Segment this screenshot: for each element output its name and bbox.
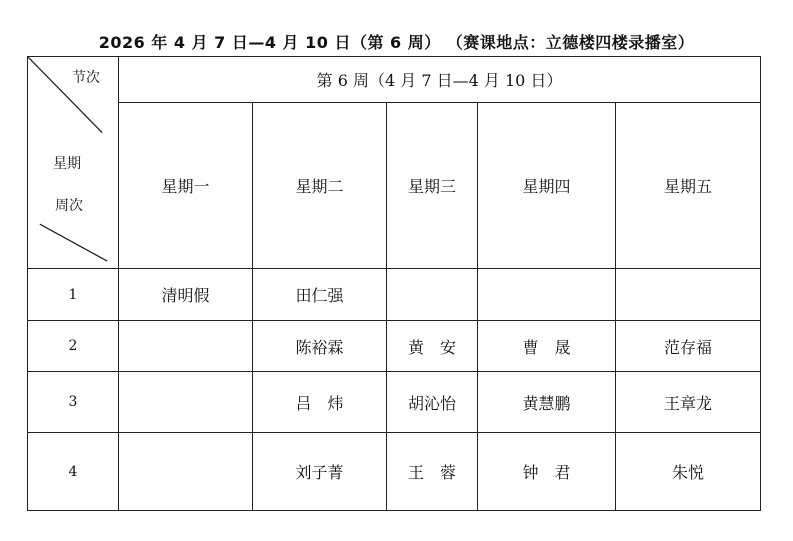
schedule-table-wrapper [27,56,760,510]
table-cell: 清明假 [119,269,253,321]
table-cell [478,269,616,321]
table-cell: 刘子菁 [253,433,387,511]
period-number: 4 [28,433,119,511]
table-cell [119,321,253,372]
table-row [28,372,761,433]
day-header-wed: 星期三 [387,103,478,269]
table-cell: 曹 晟 [478,321,616,372]
corner-label-week: 周次 [55,198,83,214]
table-cell: 吕 炜 [253,372,387,433]
table-cell: 王 蓉 [387,433,478,511]
table-row [28,321,761,372]
table-cell: 王章龙 [616,372,761,433]
table-cell: 黄慧鹏 [478,372,616,433]
table-row [28,269,761,321]
day-header-tue: 星期二 [253,103,387,269]
table-cell: 胡沁怡 [387,372,478,433]
table-cell [387,269,478,321]
table-cell: 陈裕霖 [253,321,387,372]
day-header-thu: 星期四 [478,103,616,269]
table-cell: 田仁强 [253,269,387,321]
table-cell [119,433,253,511]
table-cell: 钟 君 [478,433,616,511]
day-header-fri: 星期五 [616,103,761,269]
period-number: 1 [28,269,119,321]
table-cell: 朱悦 [616,433,761,511]
corner-label-period: 节次 [72,70,100,86]
table-row [28,433,761,511]
table-cell [119,372,253,433]
day-header-mon: 星期一 [119,103,253,269]
corner-header-cell [28,57,119,269]
document-title: 2026 年 4 月 7 日—4 月 10 日（第 6 周） （赛课地点：立德楼四楼录播室） [98,33,695,52]
corner-label-weekday: 星期 [53,156,81,172]
table-cell [616,269,761,321]
table-cell: 范存福 [616,321,761,372]
week-header: 第 6 周（4 月 7 日—4 月 10 日） [119,57,761,103]
table-cell: 黄 安 [387,321,478,372]
period-number: 3 [28,372,119,433]
schedule-table [27,56,761,511]
period-number: 2 [28,321,119,372]
